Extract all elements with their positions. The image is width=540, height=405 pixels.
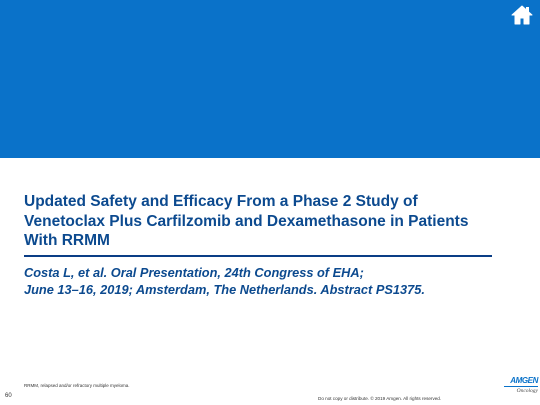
logo-subtitle: Oncology [516,388,538,394]
page-number: 60 [5,393,12,399]
copyright-notice: Do not copy or distribute. © 2019 Amgen. All rights reserved. [318,396,442,401]
amgen-logo [500,376,538,403]
slide-title: Updated Safety and Efficacy From a Phase 2 Study of Venetoclax Plus Carfilzomib and Dexamethasone in Patients With RRMM [24,193,469,249]
citation-line-2: June 13–16, 2019; Amsterdam, The Netherlands. Abstract PS1375. [24,281,425,297]
footnote: RRMM, relapsed and/or refractory multiple myeloma. [24,383,130,388]
citation [24,265,524,298]
logo-wordmark: AMGEN [510,376,538,385]
citation-line-1: Costa L, et al. Oral Presentation, 24th Congress of EHA; [24,265,364,280]
title-divider [24,255,492,257]
home-button[interactable] [510,4,534,26]
home-icon [510,4,534,26]
header-banner [0,0,540,158]
logo-divider [504,386,538,387]
